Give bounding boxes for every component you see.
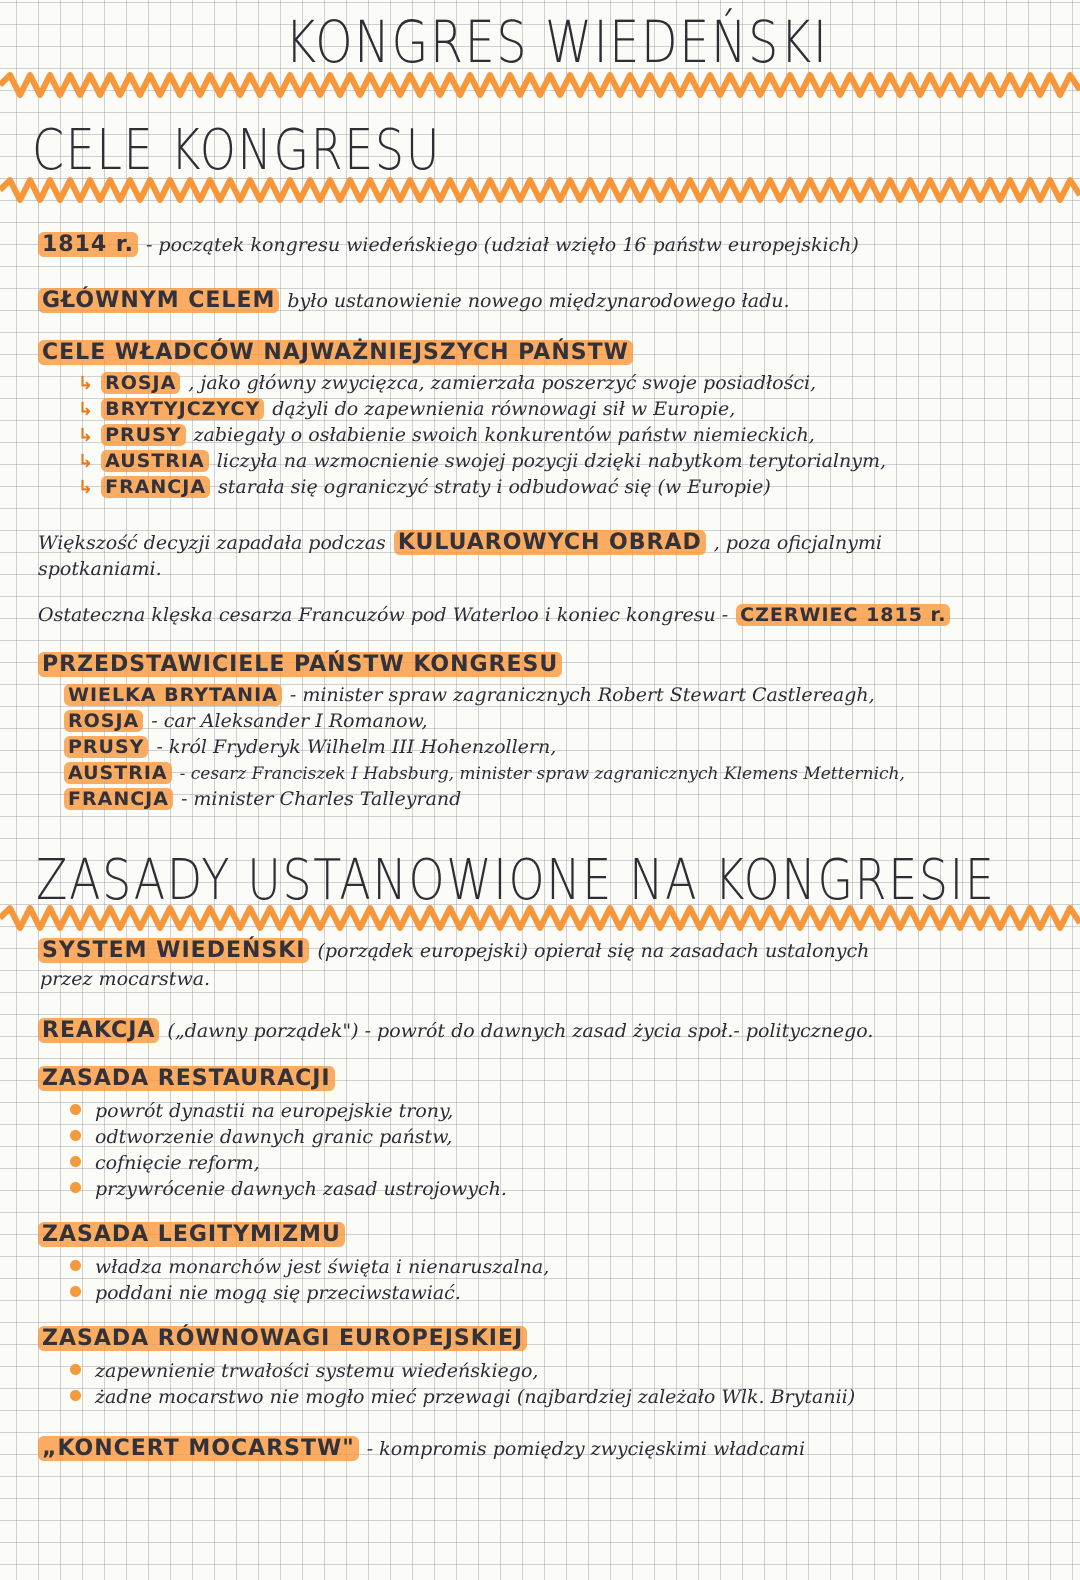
goal-country: PRUSY	[101, 424, 185, 446]
bullet-icon	[70, 1104, 81, 1115]
page-title: KONGRES WIEDEŃSKI	[285, 8, 829, 76]
rep-item	[64, 788, 461, 810]
decisions-post-2: spotkaniami.	[38, 558, 162, 580]
rep-country: AUSTRIA	[64, 762, 172, 784]
rep-text: - minister spraw zagranicznych Robert Stewart Castlereagh,	[289, 684, 875, 706]
rep-item	[64, 684, 875, 706]
defeat-text: Ostateczna klęska cesarza Francuzów pod Waterloo i koniec kongresu -	[38, 604, 729, 626]
arrow-icon: ↳	[78, 451, 94, 472]
arrow-icon: ↳	[78, 399, 94, 420]
goal-text: starała się ograniczyć straty i odbudować się (w Europie)	[218, 476, 771, 498]
line-koncert	[38, 1436, 805, 1461]
goal-country: BRYTYJCZYCY	[101, 398, 264, 420]
title-underline-zigzag	[0, 70, 1080, 100]
rownowaga-text: żadne mocarstwo nie mogło mieć przewagi (najbardziej zależało Wlk. Brytanii)	[95, 1386, 856, 1408]
legitymizm-item	[70, 1282, 461, 1304]
date-label: 1814 r.	[38, 232, 138, 257]
goal-text: liczyła na wzmocnienie swojej pozycji dzięki nabytkom terytorialnym,	[216, 450, 886, 472]
reakcja-text: („dawny porządek") - powrót do dawnych zasad życia społ.- politycznego.	[167, 1020, 874, 1042]
decisions-post: , poza oficjalnymi	[713, 532, 882, 554]
goal-country: AUSTRIA	[101, 450, 209, 472]
rownowaga-label: ZASADA RÓWNOWAGI EUROPEJSKIEJ	[38, 1326, 527, 1351]
bullet-icon	[70, 1390, 81, 1401]
line-reakcja	[38, 1018, 873, 1043]
bullet-icon	[70, 1260, 81, 1271]
reakcja-label: REAKCJA	[38, 1018, 159, 1043]
rownowaga-item	[70, 1386, 855, 1408]
goal-country: ROSJA	[101, 372, 180, 394]
line-legitymizm-heading	[38, 1222, 345, 1247]
section-heading-cele: CELE KONGRESU	[32, 118, 441, 183]
goal-item	[78, 372, 816, 394]
restauracja-item	[70, 1126, 452, 1148]
rownowaga-text: zapewnienie trwałości systemu wiedeńskiego,	[95, 1360, 539, 1382]
line-reps-heading	[38, 652, 562, 677]
system-text-2: przez mocarstwa.	[40, 968, 211, 990]
bullet-icon	[70, 1156, 81, 1167]
main-goal-label: GŁÓWNYM CELEM	[38, 288, 279, 313]
restauracja-item	[70, 1178, 507, 1200]
koncert-label: „KONCERT MOCARSTW"	[38, 1436, 359, 1461]
goal-text: zabiegały o osłabienie swoich konkurentów państw niemieckich,	[193, 424, 815, 446]
bullet-icon	[70, 1182, 81, 1193]
rep-text: - król Fryderyk Wilhelm III Hohenzollern,	[156, 736, 557, 758]
rownowaga-item	[70, 1360, 538, 1382]
arrow-icon: ↳	[78, 425, 94, 446]
line-rownowaga-heading	[38, 1326, 527, 1351]
line-decisions	[38, 530, 882, 555]
restauracja-label: ZASADA RESTAURACJI	[38, 1066, 335, 1091]
rep-country: ROSJA	[64, 710, 143, 732]
main-goal-text: było ustanowienie nowego międzynarodowego ładu.	[287, 290, 790, 312]
bullet-icon	[70, 1286, 81, 1297]
goal-text: dążyli do zapewnienia równowagi sił w Europie,	[272, 398, 736, 420]
system-label: SYSTEM WIEDEŃSKI	[38, 938, 309, 963]
restauracja-text: powrót dynastii na europejskie trony,	[95, 1100, 454, 1122]
restauracja-text: cofnięcie reform,	[95, 1152, 260, 1174]
reps-heading: PRZEDSTAWICIELE PAŃSTW KONGRESU	[38, 652, 562, 677]
restauracja-item	[70, 1100, 453, 1122]
rep-item	[64, 710, 428, 732]
section-underline-zigzag	[0, 175, 1080, 205]
restauracja-text: przywrócenie dawnych zasad ustrojowych.	[95, 1178, 507, 1200]
goal-item	[78, 424, 815, 446]
defeat-date: CZERWIEC 1815 r.	[736, 604, 950, 626]
section-underline-zigzag	[0, 903, 1080, 933]
arrow-icon: ↳	[78, 477, 94, 498]
line-defeat	[38, 604, 950, 626]
rulers-heading: CELE WŁADCÓW NAJWAŻNIEJSZYCH PAŃSTW	[38, 340, 633, 365]
rep-item	[64, 736, 556, 758]
decisions-pre: Większość decyzji zapadała podczas	[38, 532, 386, 554]
decisions-label: KULUAROWYCH OBRAD	[394, 530, 706, 555]
line-1814	[38, 232, 859, 257]
restauracja-item	[70, 1152, 260, 1174]
rep-text: - car Aleksander I Romanow,	[151, 710, 428, 732]
arrow-icon: ↳	[78, 373, 94, 394]
rep-country: WIELKA BRYTANIA	[64, 684, 282, 706]
goal-country: FRANCJA	[101, 476, 210, 498]
line-system	[38, 938, 869, 963]
system-text: (porządek europejski) opierał się na zasadach ustalonych	[317, 940, 870, 962]
rep-country: PRUSY	[64, 736, 148, 758]
goal-item	[78, 450, 886, 472]
rep-country: FRANCJA	[64, 788, 173, 810]
date-text: - początek kongresu wiedeńskiego (udział wzięło 16 państw europejskich)	[145, 234, 859, 256]
legitymizm-item	[70, 1256, 549, 1278]
line-decisions-2	[38, 558, 162, 580]
rep-item	[64, 762, 905, 784]
goal-item	[78, 398, 735, 420]
line-main-goal	[38, 288, 790, 313]
line-rulers-heading	[38, 340, 633, 365]
bullet-icon	[70, 1130, 81, 1141]
legitymizm-text: władza monarchów jest święta i nienaruszalna,	[95, 1256, 550, 1278]
bullet-icon	[70, 1364, 81, 1375]
rep-text: - minister Charles Talleyrand	[180, 788, 462, 810]
line-system-2	[40, 968, 210, 990]
rep-text: - cesarz Franciszek I Habsburg, minister spraw zagranicznych Klemens Metternich,	[179, 764, 905, 784]
koncert-text: - kompromis pomiędzy zwycięskimi władcami	[366, 1438, 806, 1460]
line-restauracja-heading	[38, 1066, 335, 1091]
section-heading-zasady: ZASADY USTANOWIONE NA KONGRESIE	[36, 848, 996, 913]
legitymizm-label: ZASADA LEGITYMIZMU	[38, 1222, 345, 1247]
goal-item	[78, 476, 771, 498]
legitymizm-text: poddani nie mogą się przeciwstawiać.	[95, 1282, 461, 1304]
goal-text: , jako główny zwycięzca, zamierzała poszerzyć swoje posiadłości,	[188, 372, 817, 394]
restauracja-text: odtworzenie dawnych granic państw,	[95, 1126, 453, 1148]
